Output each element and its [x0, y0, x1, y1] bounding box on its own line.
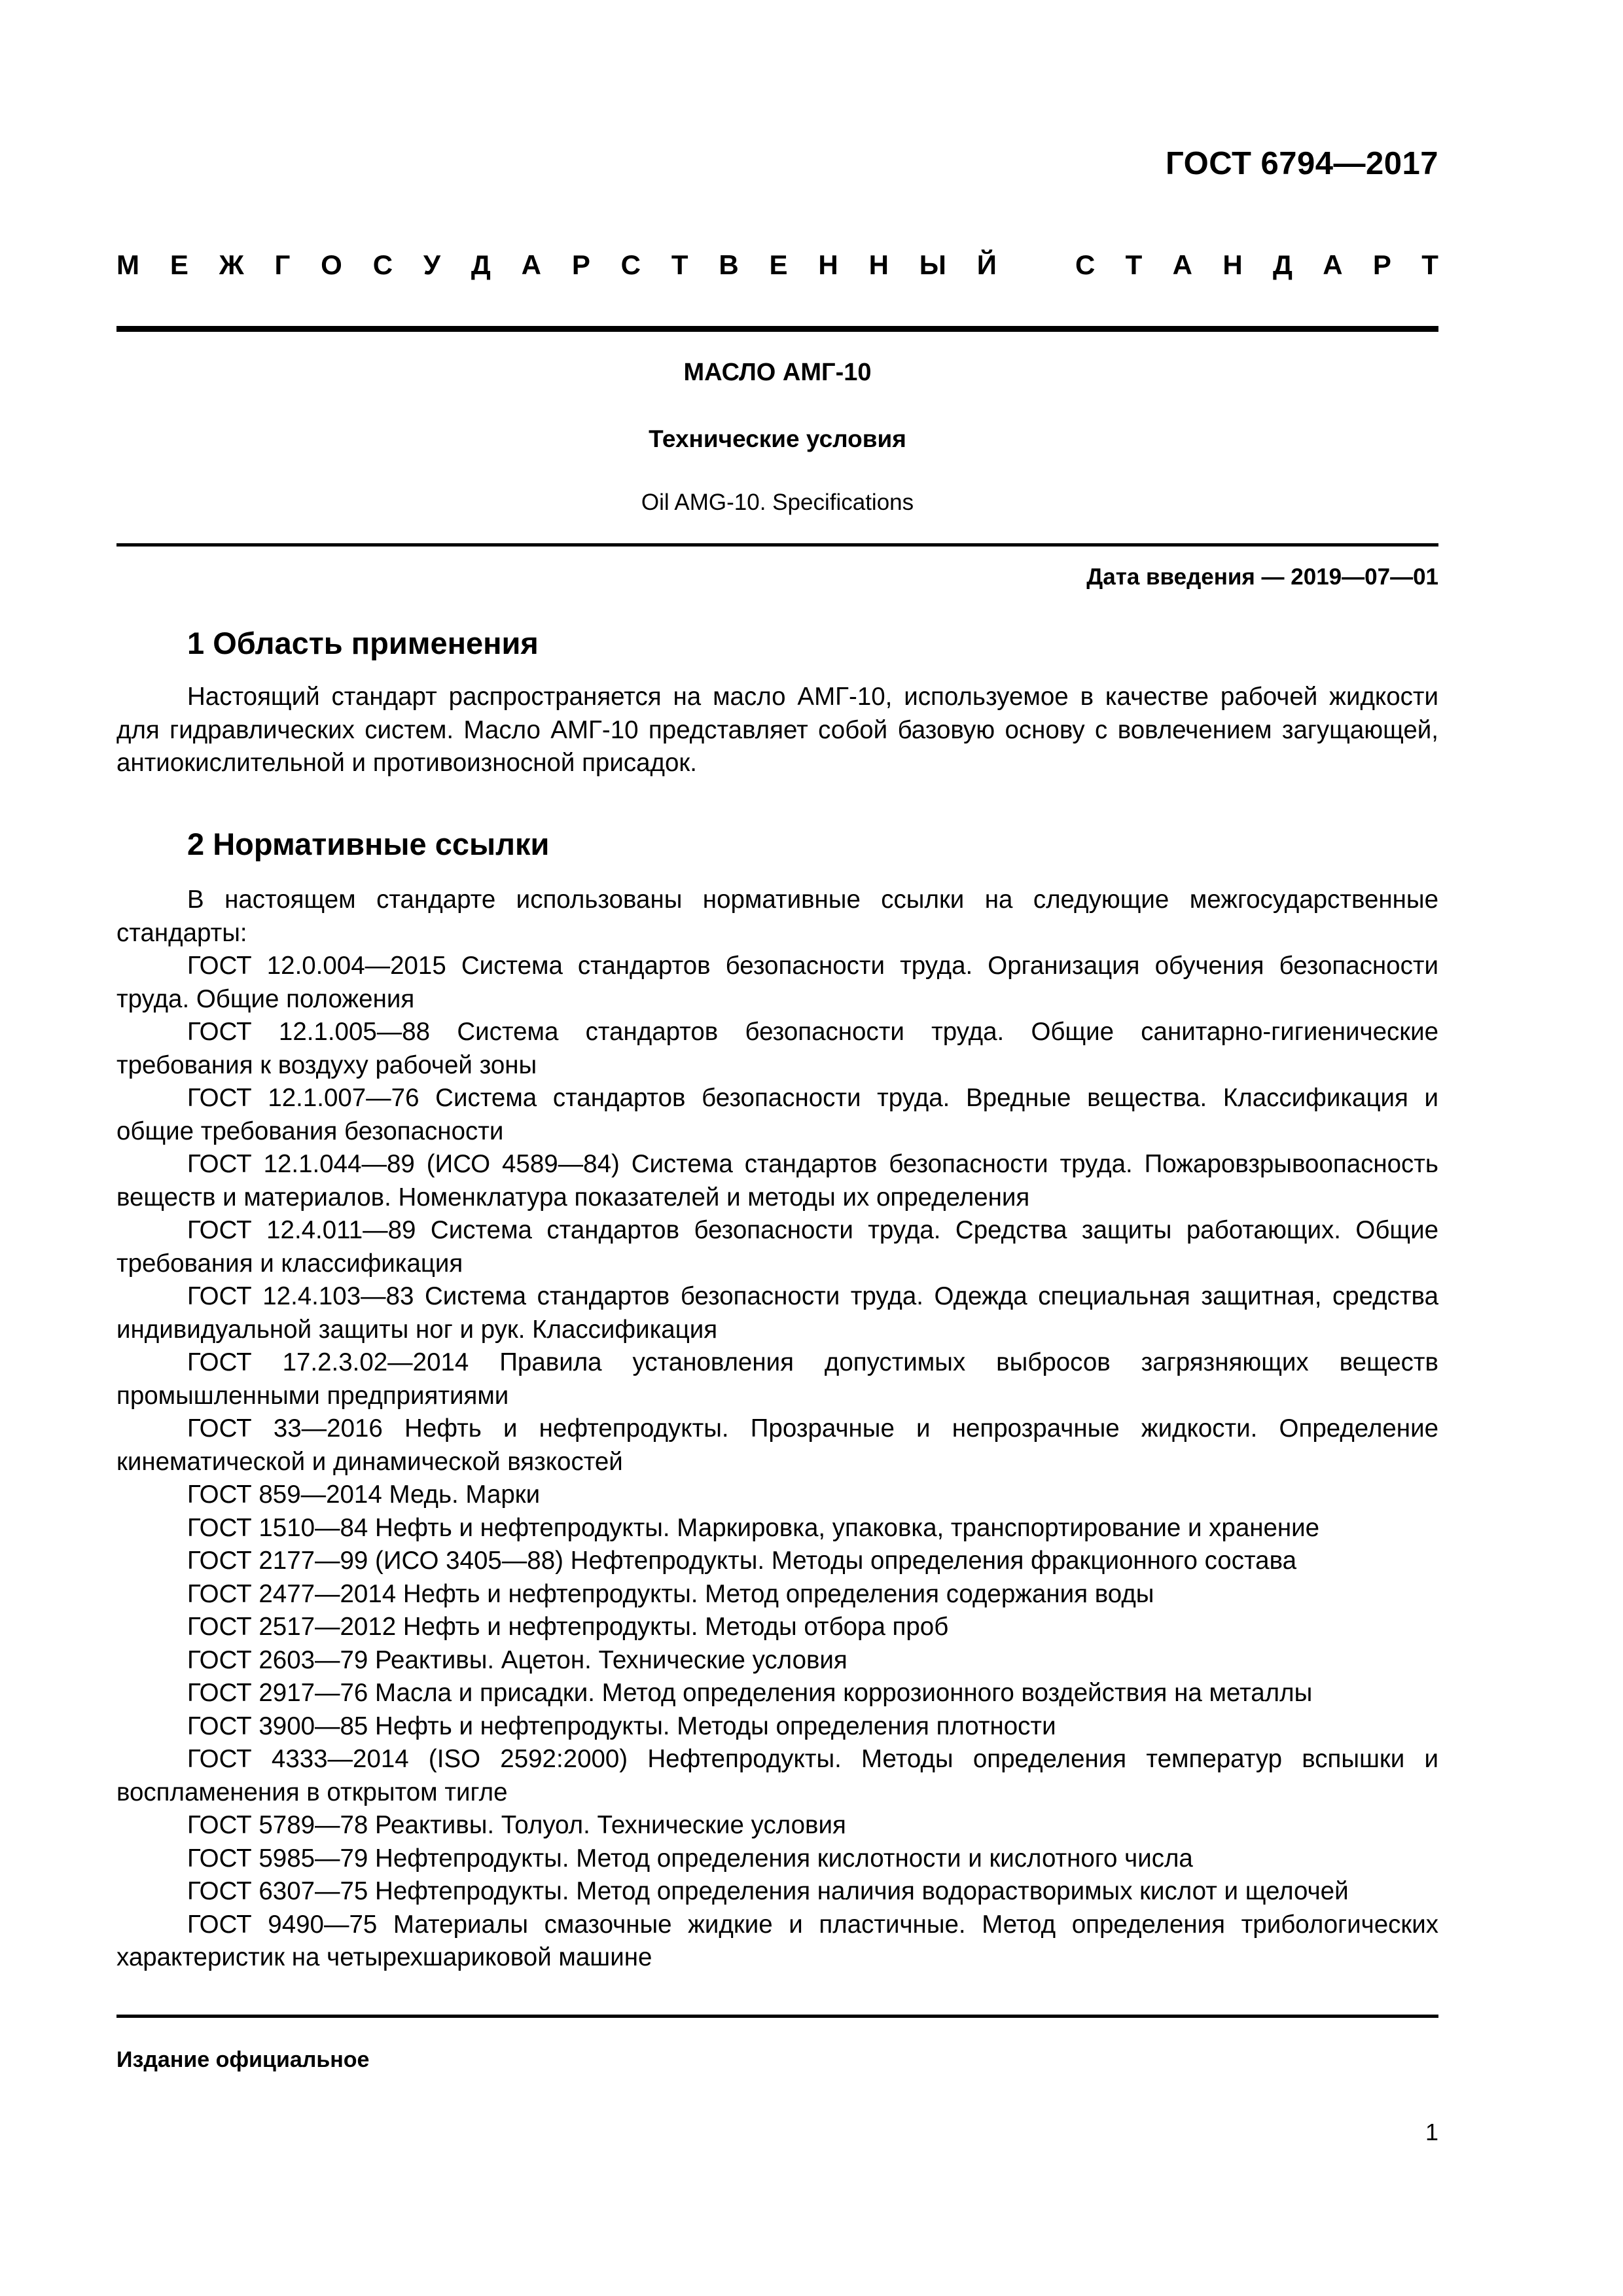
standard-type-letter: А: [1323, 249, 1343, 280]
standard-number: ГОСТ 6794—2017: [1166, 146, 1438, 181]
standard-type-letter: О: [321, 249, 342, 280]
standard-type-letter: Н: [868, 249, 889, 280]
normative-reference-item: ГОСТ 2917—76 Масла и присадки. Метод определения коррозионного воздействия на металлы: [187, 1679, 1313, 1707]
normative-reference-item: ГОСТ 3900—85 Нефть и нефтепродукты. Методы определения плотности: [187, 1712, 1056, 1740]
normative-reference-item: ГОСТ 1510—84 Нефть и нефтепродукты. Маркировка, упаковка, транспортирование и хранение: [187, 1513, 1320, 1542]
standard-type-letter: Е: [769, 249, 788, 280]
standard-type-letter: Г: [274, 249, 291, 280]
standard-type-heading: [116, 247, 1438, 283]
section-1-paragraph: Настоящий стандарт распространяется на масло АМГ-10, используемое в качестве рабочей жидкости для гидравлических систем. Масло АМГ-10 представляет собой базовую основу с вовлечением загущающей, антиокислительной и противоизносной присадок.: [116, 683, 1438, 777]
official-edition-label: Издание официальное: [116, 2047, 370, 2072]
normative-reference-item: ГОСТ 12.0.004—2015 Система стандартов безопасности труда. Организация обучения безопасности труда. Общие положения: [116, 952, 1438, 1013]
standard-type-letter: Д: [471, 249, 491, 280]
footer-rule: [116, 2015, 1438, 2018]
normative-reference-item: ГОСТ 9490—75 Материалы смазочные жидкие и пластичные. Метод определения трибологических характеристик на четырехшариковой машине: [116, 1910, 1438, 1971]
standard-type-letter: Н: [1222, 249, 1243, 280]
standard-type-letter: Р: [571, 249, 590, 280]
normative-reference-item: ГОСТ 17.2.3.02—2014 Правила установления допустимых выбросов загрязняющих веществ промышленными предприятиями: [116, 1348, 1438, 1410]
section-2-heading: 2 Нормативные ссылки: [187, 827, 550, 861]
standard-type-letter: С: [1075, 249, 1096, 280]
normative-reference-item: ГОСТ 2177—99 (ИСО 3405—88) Нефтепродукты. Методы определения фракционного состава: [187, 1547, 1296, 1575]
section-2-body: [116, 884, 1438, 1975]
standard-type-letter: Т: [1421, 249, 1438, 280]
normative-reference-item: ГОСТ 2517—2012 Нефть и нефтепродукты. Методы отбора проб: [187, 1613, 949, 1641]
normative-reference-item: ГОСТ 6307—75 Нефтепродукты. Метод определения наличия водорастворимых кислот и щелочей: [187, 1877, 1349, 1905]
standard-type-letter: С: [620, 249, 641, 280]
standard-type-letter: А: [521, 249, 541, 280]
normative-reference-item: ГОСТ 5985—79 Нефтепродукты. Метод определения кислотности и кислотного числа: [187, 1844, 1193, 1873]
normative-reference-item: ГОСТ 5789—78 Реактивы. Толуол. Технические условия: [187, 1811, 846, 1839]
normative-reference-item: ГОСТ 859—2014 Медь. Марки: [187, 1480, 541, 1509]
normative-reference-item: ГОСТ 12.4.103—83 Система стандартов безопасности труда. Одежда специальная защитная, средства индивидуальной защиты ног и рук. Классификация: [116, 1282, 1438, 1344]
normative-reference-item: ГОСТ 12.1.005—88 Система стандартов безопасности труда. Общие санитарно-гигиенические требования к воздуху рабочей зоны: [116, 1018, 1438, 1079]
document-title: МАСЛО АМГ-10: [683, 359, 872, 386]
normative-reference-item: ГОСТ 4333—2014 (ISO 2592:2000) Нефтепродукты. Методы определения температур вспышки и воспламенения в открытом тигле: [116, 1745, 1438, 1806]
normative-reference-item: ГОСТ 2477—2014 Нефть и нефтепродукты. Метод определения содержания воды: [187, 1579, 1154, 1608]
normative-reference-item: ГОСТ 33—2016 Нефть и нефтепродукты. Прозрачные и непрозрачные жидкости. Определение кинематической и динамической вязкостей: [116, 1414, 1438, 1476]
standard-type-letter: Н: [818, 249, 838, 280]
standard-type-letter: Ы: [919, 249, 946, 280]
section-1-heading: 1 Область применения: [187, 626, 539, 660]
normative-reference-item: ГОСТ 12.1.044—89 (ИСО 4589—84) Система стандартов безопасности труда. Пожаровзрывоопасность веществ и материалов. Номенклатура показателей и методы их определения: [116, 1150, 1438, 1211]
standard-type-letter: С: [372, 249, 393, 280]
standard-type-letter: Й: [976, 249, 997, 280]
normative-reference-item: В настоящем стандарте использованы нормативные ссылки на следующие межгосударственные стандарты:: [116, 886, 1438, 947]
introduction-date: Дата введения — 2019—07—01: [1086, 564, 1438, 590]
title-rule: [116, 543, 1438, 547]
english-title: Oil AMG-10. Specifications: [641, 490, 914, 515]
standard-type-letter: Е: [169, 249, 188, 280]
standard-type-letter: У: [423, 249, 441, 280]
standard-type-word-interstate: [116, 247, 997, 283]
standard-type-word-standard: [1075, 247, 1438, 283]
normative-reference-item: ГОСТ 2603—79 Реактивы. Ацетон. Технические условия: [187, 1645, 847, 1674]
standard-type-letter: Д: [1273, 249, 1293, 280]
standard-type-letter: Т: [1125, 249, 1143, 280]
header-rule: [116, 326, 1438, 332]
normative-reference-item: ГОСТ 12.4.011—89 Система стандартов безопасности труда. Средства защиты работающих. Общие требования и классификация: [116, 1216, 1438, 1278]
standard-type-letter: В: [719, 249, 739, 280]
standard-type-letter: Т: [671, 249, 688, 280]
page-number: 1: [1425, 2119, 1438, 2145]
section-1-body: [116, 681, 1438, 780]
standard-type-letter: М: [116, 249, 139, 280]
standard-type-letter: Ж: [219, 249, 244, 280]
normative-reference-item: ГОСТ 12.1.007—76 Система стандартов безопасности труда. Вредные вещества. Классификация и общие требования безопасности: [116, 1084, 1438, 1145]
document-subtitle: Технические условия: [649, 425, 906, 452]
standard-type-letter: Р: [1372, 249, 1391, 280]
standard-type-letter: А: [1172, 249, 1192, 280]
